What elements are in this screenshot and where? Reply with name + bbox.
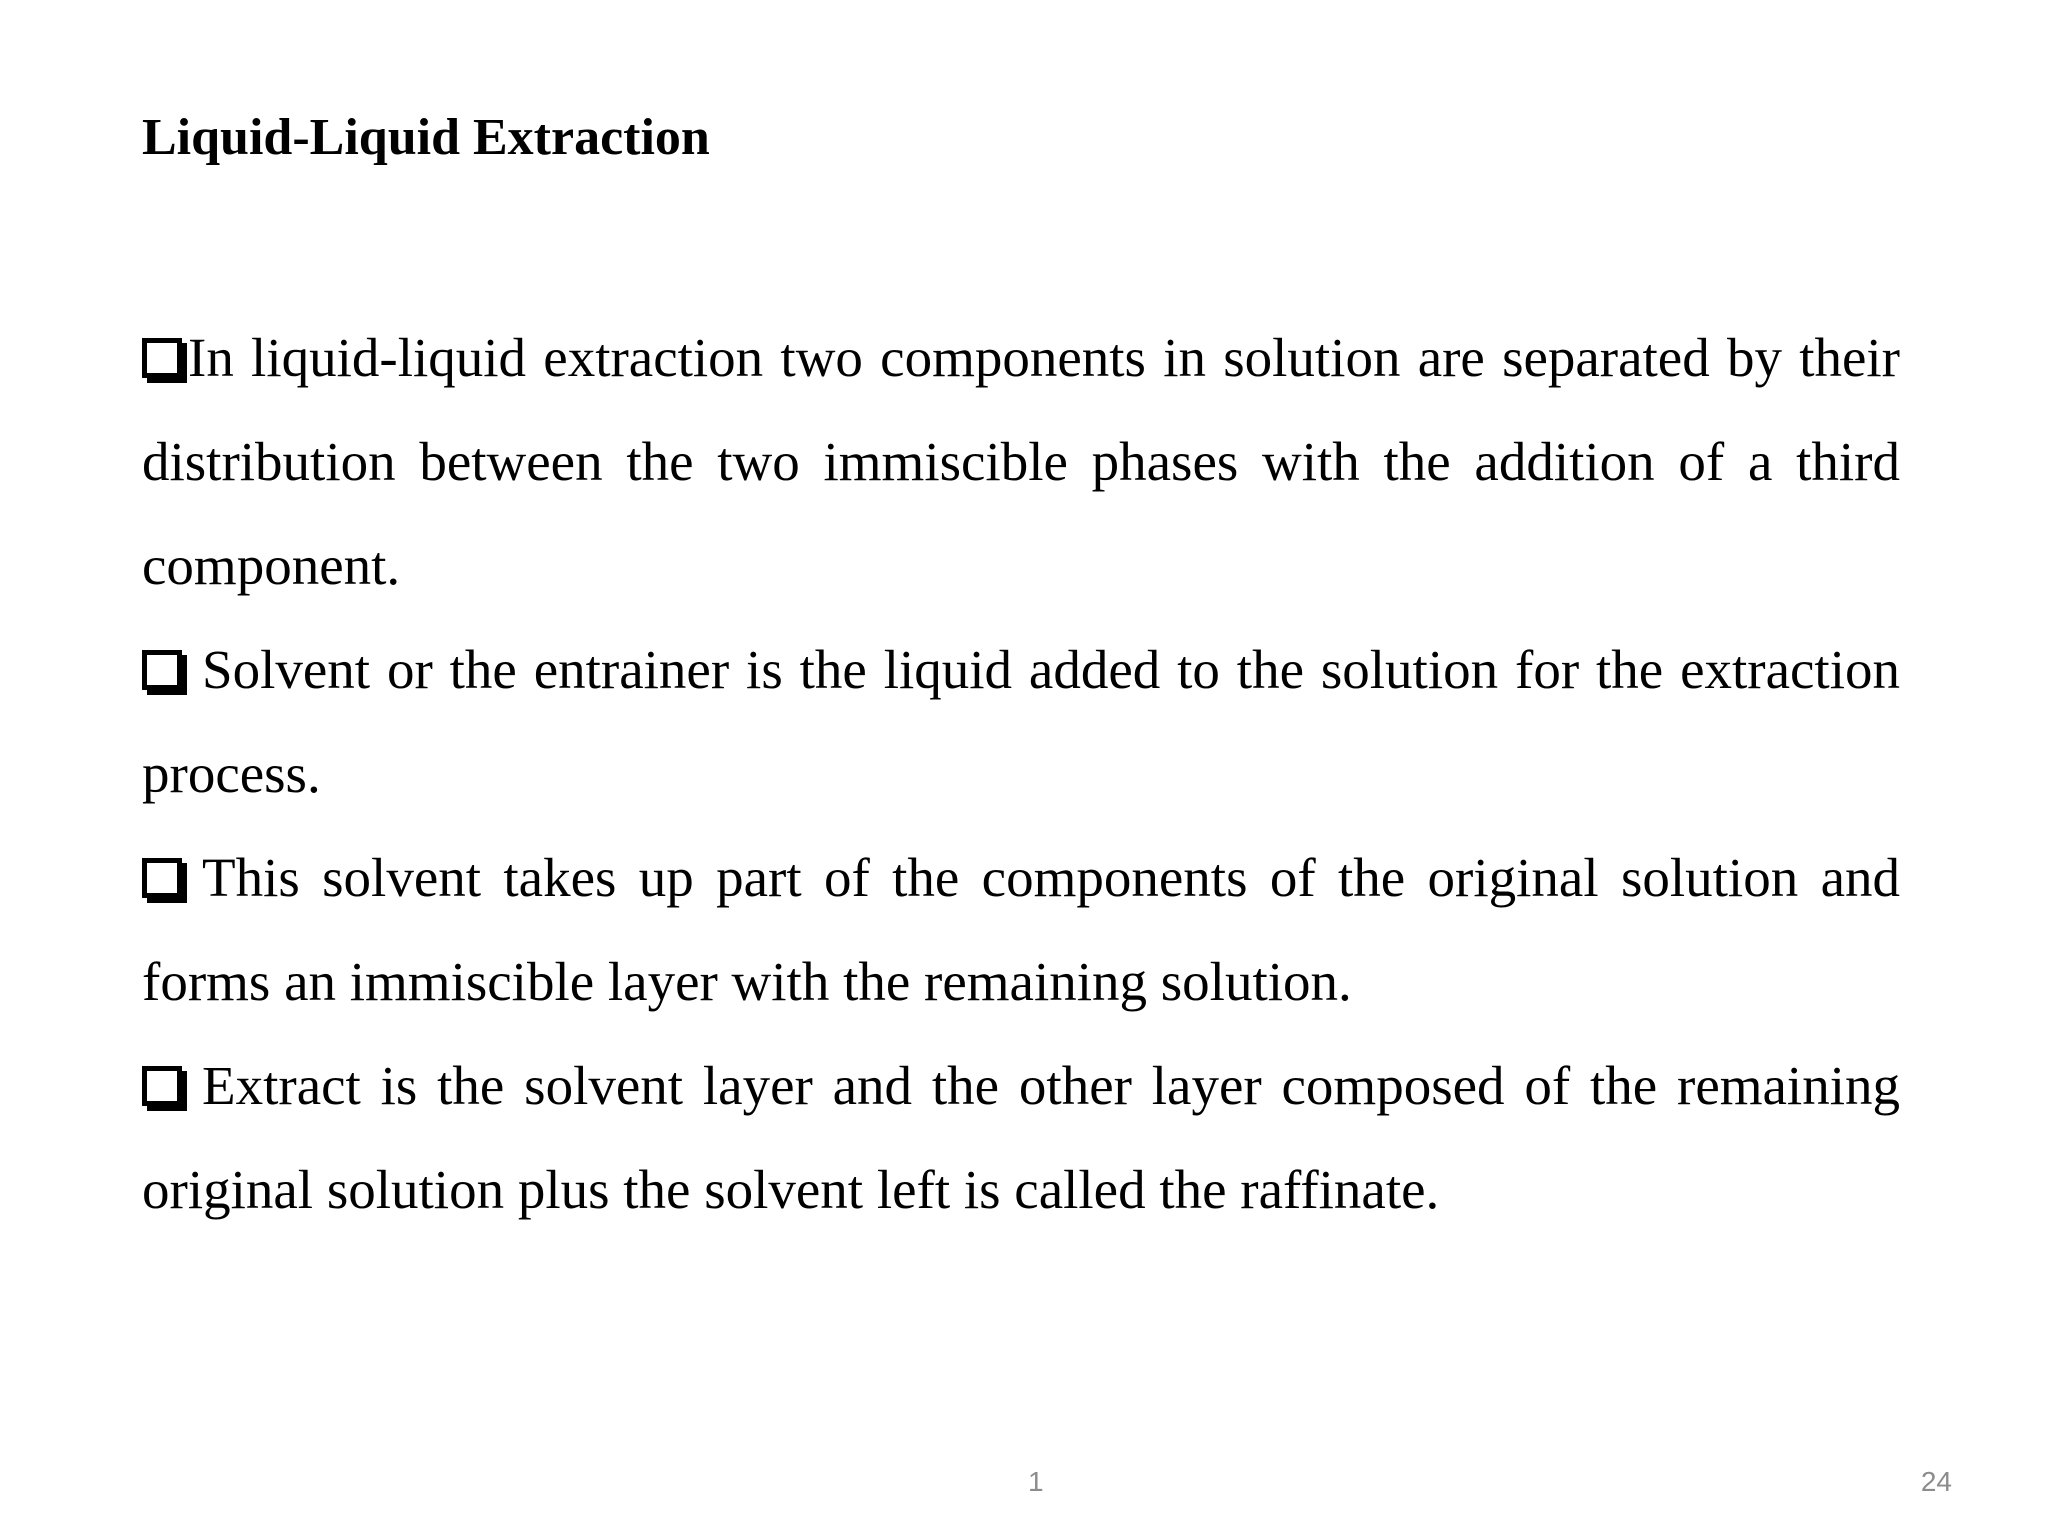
- checkbox-bullet-icon: [142, 338, 182, 378]
- bullet-text: In liquid-liquid extraction two components in solution are separated by their distribution between the two immiscible phases with the addition of a third component.: [142, 327, 1900, 596]
- bullet-item: [142, 1034, 1900, 1242]
- bullet-text: This solvent takes up part of the components of the original solution and forms an immiscible layer with the remaining solution.: [142, 847, 1900, 1012]
- checkbox-bullet-icon: [142, 1066, 182, 1106]
- bullet-text: Extract is the solvent layer and the other layer composed of the remaining original solution plus the solvent left is called the raffinate.: [142, 1055, 1900, 1220]
- bullet-item: [142, 826, 1900, 1034]
- page-number: 24: [1920, 1466, 1952, 1497]
- checkbox-bullet-icon: [142, 650, 182, 690]
- bullet-list: [142, 306, 1900, 1242]
- bullet-item: [142, 618, 1900, 826]
- footer-center-number: 1: [1028, 1466, 1044, 1497]
- bullet-item: [142, 306, 1900, 618]
- checkbox-bullet-icon: [142, 858, 182, 898]
- bullet-text: Solvent or the entrainer is the liquid added to the solution for the extraction process.: [142, 639, 1900, 804]
- slide-title: Liquid-Liquid Extraction: [142, 109, 710, 166]
